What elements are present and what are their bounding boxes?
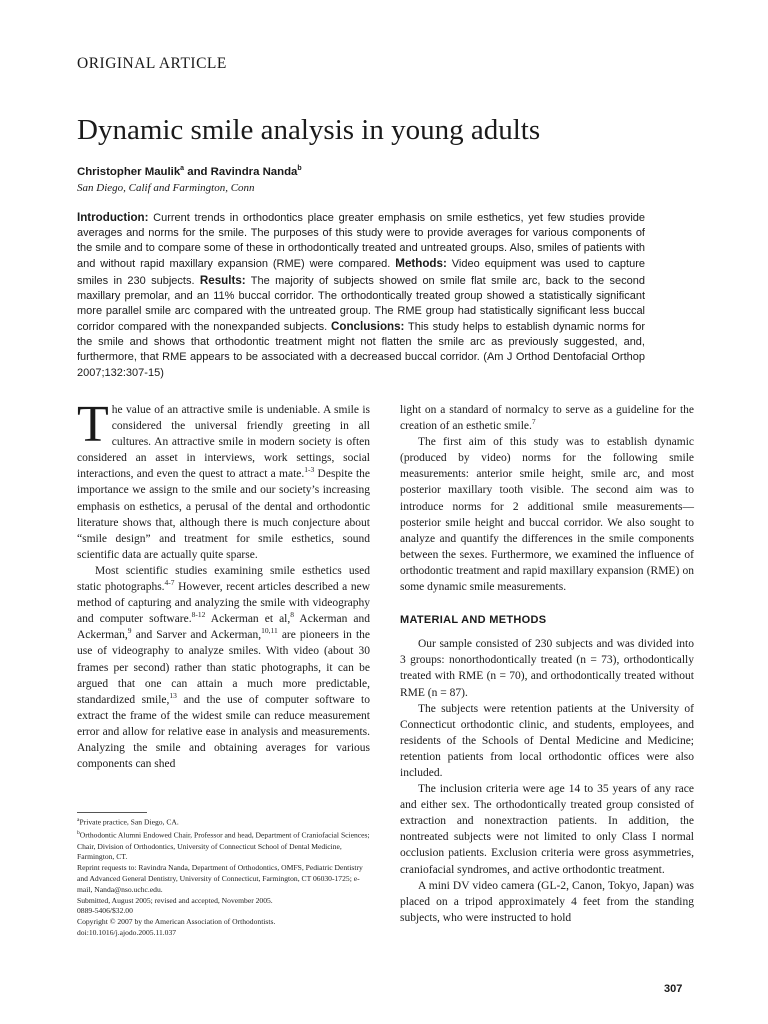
abstract-introduction-label: Introduction: [77,211,149,224]
body-text: Despite the importance we assign to the smile and our society’s increasing emphasis on esthetics, a perusal of the dental and orthodontic literature shows that, although there is much conjecture about “smile design” and treatment for smile esthetics, sound scientific data are actually quite sparse. [77,468,370,561]
affiliation-marker: a [180,165,185,172]
abstract-methods-text: Video equipment was used to capture smiles in 230 subjects. [77,258,646,287]
body-text: and Sarver and Ackerman, [131,629,262,642]
body-text: are pioneers in the use of videography to analyze smiles. With video (about 30 frames per second) rather than static photographs, it can be argued that one can attain a much more predictable, standardized smile, [77,629,370,706]
body-paragraph [77,396,370,563]
citation-link[interactable]: 7 [531,417,536,427]
body-text: he value of an attractive smile is undeniable. A smile is considered the universal friendly greeting in all cultures. An attractive smile in modern society is often considered an asset in interviews, work settings, social interactions, and even the quest to attract a mate. [77,404,370,481]
citation-link[interactable]: 1-3 [304,465,315,475]
body-text: light on a standard of normalcy to serve as a guideline for the creation of an esthetic smile. [400,404,694,433]
footnotes [77,815,370,939]
section-heading: MATERIAL AND METHODS [400,614,547,627]
body-text: and the use of computer software to extract the frame of the widest smile can reduce measurement error and allow for relative ease in analysis and measurements. Analyzing the smile and obtaining averages for various components can shed [77,693,371,771]
body-column-left [77,396,371,772]
citation-link[interactable]: 8-12 [191,610,206,620]
body-paragraph: A mini DV video camera (GL-2, Canon, Tokyo, Japan) was placed on a tripod approximately 4 feet from the standing subjects, who were instructed to hold [400,879,694,924]
footnote-marker: a [77,817,80,823]
body-paragraph: The subjects were retention patients at the University of Connecticut orthodontic clinic, and students, employees, and residents of the Schools of Dental Medicine and Medicine; retention patients from local orthodontic offices were also included. [400,702,694,779]
body-text: Ackerman et al, [205,613,291,626]
body-text: However, recent articles described a new method of capturing and analyzing the smile with videography and computer software. [77,581,370,626]
abstract-conclusions-text: This study helps to establish dynamic norms for the smile and shows that orthodontic treatment might not flatten the smile arc as previously suggested, and, furthermore, that RME appears to be associated with a decreased buccal corridor. (Am J Orthod Dentofacial Orthop 2007;132:307-15) [77,321,645,379]
body-paragraph [77,563,370,772]
abstract-results-text: The majority of subjects showed on smile flat smile arc, back to the second maxillary premolar, and an 11% buccal corridor. The orthodontically treated group showed a statistically significant more parallel smile arc compared with the untreated group. The RME group had statistically significant less buccal corridor compared with the nonexpanded subjects. [77,274,645,334]
footnote [77,828,370,863]
footnote [77,815,370,828]
body-paragraph [400,402,694,434]
author-conjunction: and [184,165,211,178]
abstract-conclusions-label: Conclusions: [330,320,405,334]
body-paragraph: Our sample consisted of 230 subjects and was divided into 3 groups: nonorthodontically treated (n = 73), orthodontically treated with RME (n = 70), and orthodontically treated without RME (n = 87). [400,638,694,699]
citation-link[interactable]: 4-7 [164,578,175,588]
author-affiliation: San Diego, Calif and Farmington, Conn [77,182,255,194]
article-title: Dynamic smile analysis in young adults [77,114,541,146]
author-name: Christopher Maulik [77,165,181,178]
body-column-right [400,402,694,926]
drop-cap: T [77,396,109,453]
footnote-text: Private practice, San Diego, CA. [79,817,179,827]
footnote-text: Orthodontic Alumni Endowed Chair, Professor and head, Department of Craniofacial Sciences; Chair, Division of Orthodontics, University of Connecticut School of Dental Medicine, Farmington, CT. [77,830,370,862]
body-text: Most scientific studies examining smile esthetics used static photographs. [77,564,370,594]
author-line [77,165,302,178]
reprint-requests: Reprint requests to: Ravindra Nanda, Department of Orthodontics, OMFS, Pediatric Dentistry and Advanced General Dentistry, University of Connecticut, Farmington, CT 06030-1725; e-mail, Nanda@nso.uchc.edu. [77,863,363,894]
citation-link[interactable]: 10,11 [261,626,278,636]
submission-dates: Submitted, August 2005; revised and accepted, November 2005. [77,895,273,905]
citation-link[interactable]: 8 [290,610,295,620]
copyright: Copyright © 2007 by the American Association of Orthodontists. [77,917,276,927]
doi[interactable]: doi:10.1016/j.ajodo.2005.11.037 [77,928,177,938]
affiliation-marker: b [297,165,302,172]
footnote-divider [77,812,147,813]
issn: 0889-5406/$32.00 [77,906,133,916]
citation-link[interactable]: 13 [169,690,177,700]
abstract-methods-label: Methods: [395,257,447,271]
abstract-introduction-text: Current trends in orthodontics place greater emphasis on smile esthetics, yet few studies provide averages and norms for the smile. The purposes of this study were to provide averages for various components of the smile and to compare some of these in orthodontically treated and untreated groups. Also, smiles of patients with and without rapid maxillary expansion (RME) were compared. [77,212,645,271]
footnote-marker: b [77,830,80,837]
section-label: ORIGINAL ARTICLE [77,55,227,72]
body-text: Ackerman and Ackerman, [77,613,370,642]
author-name: Ravindra Nanda [210,165,298,178]
page-number: 307 [664,983,683,995]
abstract-results-label: Results: [199,273,246,287]
citation-link[interactable]: 9 [127,626,132,636]
body-paragraph: The first aim of this study was to establish dynamic (produced by video) norms for the following smile measurements: anterior smile height, smile arc, and most posterior maxillary tooth visible. The second aim was to introduce norms for 2 additional smile measurements—posterior smile height and buccal corridor. We also sought to analyze and quantify the differences in the smile components between the sexes. Furthermore, we examined the influence of orthodontic treatment and rapid maxillary expansion (RME) on some dynamic smile measurements. [400,436,694,594]
body-paragraph: The inclusion criteria were age 14 to 35 years of any race and either sex. The orthodontically treated group consisted of extraction and nonextraction patients. In addition, the nontreated subjects were not limited to only Class I normal occlusion patients. Exclusion criteria were gross asymmetries, craniofacial syndromes, and active orthodontic treatment. [400,783,694,876]
abstract [77,210,645,381]
